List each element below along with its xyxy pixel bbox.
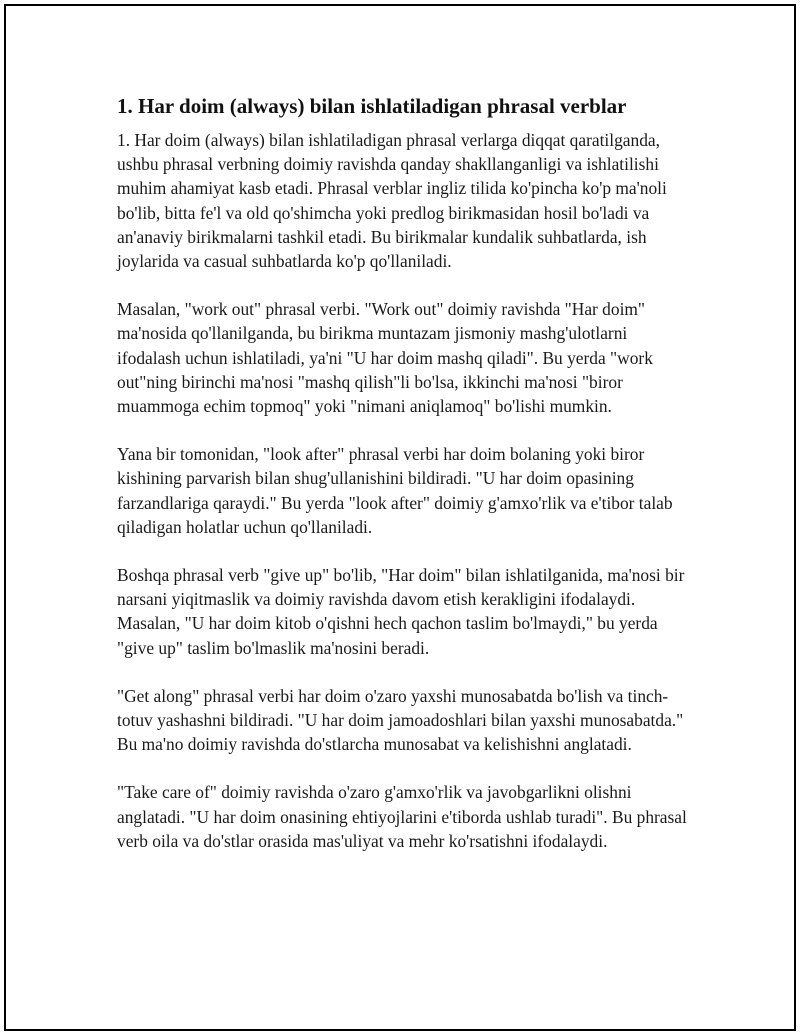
document-body [117,92,692,877]
paragraph-look-after: Yana bir tomonidan, "look after" phrasal verbi har doim bolaning yoki biror kishining parvarish bilan shug'ullanishini bildiradi. "U har doim opasining farzandlariga qaraydi." Bu yerda "look after" doimiy g'amxo'rlik va e'tibor talab qiladigan holatlar uchun qo'llaniladi. [117,444,673,537]
paragraph-take-care-of: "Take care of" doimiy ravishda o'zaro g'amxo'rlik va javobgarlikni olishni anglatadi. "U har doim onasining ehtiyojlarini e'tiborda ushlab turadi". Bu phrasal verb oila va do'stlar orasida mas'uliyat va mehr ko'rsatishni ifodalaydi. [117,782,687,851]
document-heading: 1. Har doim (always) bilan ishlatiladigan phrasal verblar [117,94,627,118]
paragraph-give-up: Boshqa phrasal verb "give up" bo'lib, "Har doim" bilan ishlatilganida, ma'nosi bir narsani yiqitmaslik va doimiy ravishda davom etish kerakligini ifodalaydi. Masalan, "U har doim kitob o'qishni hech qachon taslim bo'lmaydi," bu yerda "give up" taslim bo'lmaslik ma'nosini beradi. [117,565,685,658]
paragraph-intro: 1. Har doim (always) bilan ishlatiladigan phrasal verlarga diqqat qaratilganda, ushbu phrasal verbning doimiy ravishda qanday shakllanganligi va ishlatilishi muhim ahamiyat kasb etadi. Phrasal verblar ingliz tilida ko'pincha ko'p ma'noli bo'lib, bitta fe'l va old qo'shimcha yoki predlog birikmasidan hosil bo'ladi va an'anaviy birikmalarni tashkil etadi. Bu birikmalar kundalik suhbatlarda, ish joylarida va casual suhbatlarda ko'p qo'llaniladi. [117,130,667,272]
paragraph-get-along: "Get along" phrasal verbi har doim o'zaro yaxshi munosabatda bo'lish va tinch-totuv yashashni bildiradi. "U har doim jamoadoshlari bilan yaxshi munosabatda." Bu ma'no doimiy ravishda do'stlarcha munosabat va kelishishni anglatadi. [117,685,684,755]
paragraph-work-out: Masalan, "work out" phrasal verbi. "Work out" doimiy ravishda "Har doim" ma'nosida qo'llanilganda, bu birikma muntazam jismoniy mashg'ulotlarni ifodalash uchun ishlatiladi, ya'ni "U har doim mashq qiladi". Bu yerda "work out"ning birinchi ma'nosi "mashq qilish"li bo'lsa, ikkinchi ma'nosi "biror muammoga echim topmoq" yoki "nimani aniqlamoq" bo'lishi mumkin. [117,299,653,417]
